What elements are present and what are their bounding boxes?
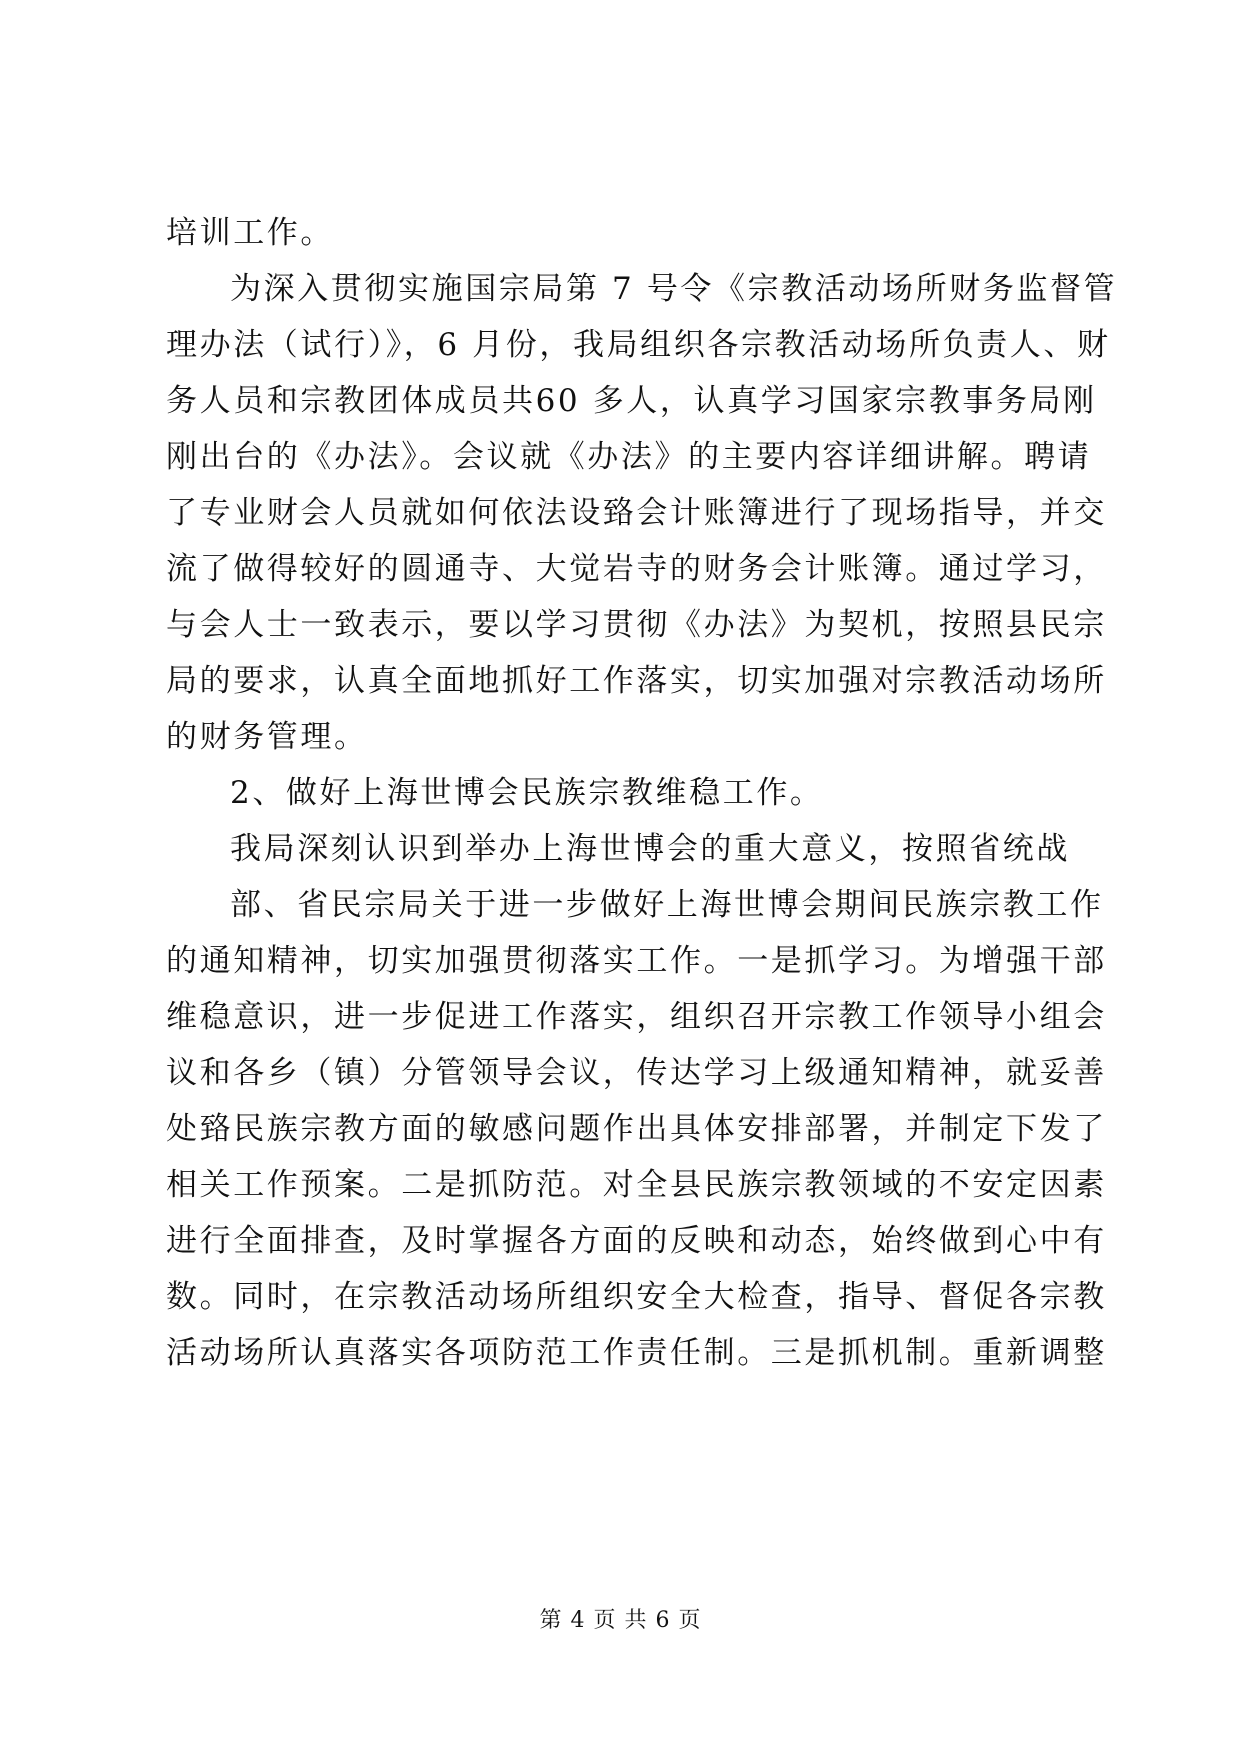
text-line-20: 数。同时，在宗教活动场所组织安全大检查，指导、督促各宗教 [166,1279,1107,1315]
section-heading: 2、做好上海世博会民族宗教维稳工作。 [230,775,824,811]
text-line-17: 处臵民族宗教方面的敏感问题作出具体安排部署，并制定下发了 [166,1111,1107,1147]
text-line-13: 部、省民宗局关于进一步做好上海世博会期间民族宗教工作 [230,887,1104,923]
text-line-8: 与会人士一致表示，要以学习贯彻《办法》为契机，按照县民宗 [166,607,1107,643]
text-line-3: 理办法（试行）》，6 月份，我局组织各宗教活动场所负责人、财 [166,327,1111,363]
text-line-9: 局的要求，认真全面地抓好工作落实，切实加强对宗教活动场所 [166,663,1107,699]
text-line-15: 维稳意识，进一步促进工作落实，组织召开宗教工作领导小组会 [166,999,1107,1035]
text-line-7: 流了做得较好的圆通寺、大觉岩寺的财务会计账簿。通过学习， [166,551,1107,587]
text-line-1: 培训工作。 [166,215,334,251]
text-line-18: 相关工作预案。二是抓防范。对全县民族宗教领域的不安定因素 [166,1167,1107,1203]
text-line-6: 了专业财会人员就如何依法设臵会计账簿进行了现场指导，并交 [166,495,1107,531]
page-footer: 第 4 页 共 6 页 [539,1608,702,1633]
text-line-14: 的通知精神，切实加强贯彻落实工作。一是抓学习。为增强干部 [166,943,1107,979]
text-line-19: 进行全面排查，及时掌握各方面的反映和动态，始终做到心中有 [166,1223,1107,1259]
text-line-5: 刚出台的《办法》。会议就《办法》的主要内容详细讲解。聘请 [166,439,1092,475]
text-line-12: 我局深刻认识到举办上海世博会的重大意义，按照省统战 [230,831,1070,867]
text-line-4: 务人员和宗教团体成员共60 多人，认真学习国家宗教事务局刚 [166,383,1097,419]
text-line-16: 议和各乡（镇）分管领导会议，传达学习上级通知精神，就妥善 [166,1055,1107,1091]
text-line-2: 为深入贯彻实施国宗局第 7 号令《宗教活动场所财务监督管 [230,271,1118,307]
text-line-10: 的财务管理。 [166,719,368,755]
text-line-21: 活动场所认真落实各项防范工作责任制。三是抓机制。重新调整 [166,1335,1107,1371]
